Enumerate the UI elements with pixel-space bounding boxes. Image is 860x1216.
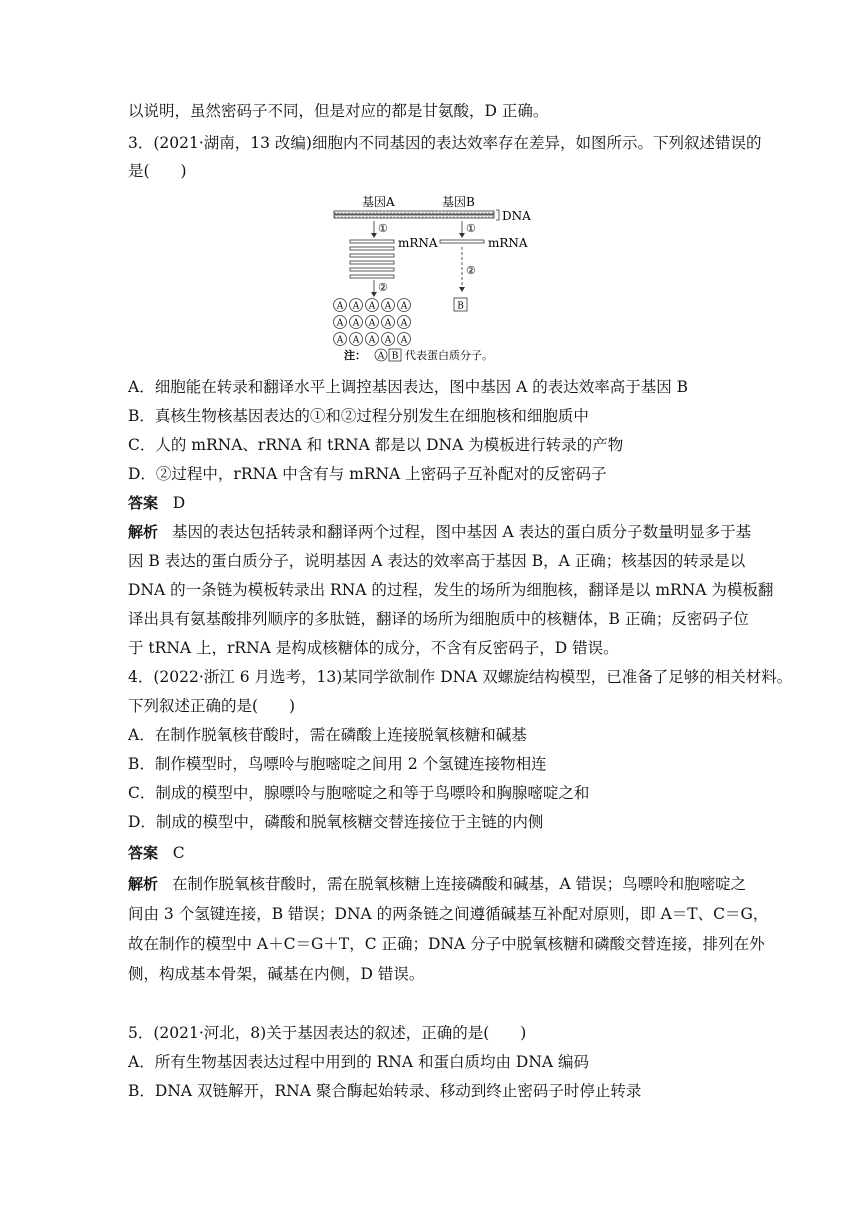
text-line: 以说明，虽然密码子不同，但是对应的都是甘氨酸，D 正确。 xyxy=(128,102,549,120)
mrna-stack-a xyxy=(350,240,394,278)
question-4-stem-cont: 下列叙述正确的是( ) xyxy=(128,697,296,715)
q4-answer xyxy=(128,842,185,864)
protein-a: A xyxy=(384,301,392,312)
question-5-stem: 5．(2021·河北，8)关于基因表达的叙述，正确的是( ) xyxy=(128,1024,527,1042)
protein-a: A xyxy=(384,335,392,346)
q4-jiexi-line: 间由 3 个氢键连接，B 错误；DNA 的两条链之间遵循碱基互补配对原则，即 A＝T、C＝G， xyxy=(128,905,769,923)
q3-jiexi-line: 于 tRNA 上，rRNA 是构成核糖体的成分，不含有反密码子，D 错误。 xyxy=(128,639,619,657)
note-protein-b: B xyxy=(391,351,399,362)
question-3-stem-cont: 是( ) xyxy=(128,162,187,180)
q4-jiexi-line xyxy=(128,873,747,895)
q5-option-a: A．所有生物基因表达过程中用到的 RNA 和蛋白质均由 DNA 编码 xyxy=(128,1053,590,1071)
protein-a: A xyxy=(368,318,376,329)
q3-jiexi-line: 因 B 表达的蛋白质分子，说明基因 A 表达的效率高于基因 B，A 正确；核基因的转录是以 xyxy=(128,552,746,570)
question-4-stem: 4．(2022·浙江 6 月选考，13)某同学欲制作 DNA 双螺旋结构模型，已准备了足够的相关材料。 xyxy=(128,668,793,686)
step-2-b: ② xyxy=(466,264,476,277)
q4-jiexi-line: 侧，构成基本骨架，碱基在内侧，D 错误。 xyxy=(128,965,425,983)
answer-value: C xyxy=(172,844,185,862)
jiexi-label: 解析 xyxy=(128,875,159,893)
q3-jiexi-line: DNA 的一条链为模板转录出 RNA 的过程，发生的场所为细胞核，翻译是以 mRNA 为模板翻 xyxy=(128,581,774,599)
protein-a: A xyxy=(352,318,360,329)
mrna-b-label: mRNA xyxy=(488,236,528,250)
answer-label: 答案 xyxy=(128,494,159,512)
mrna-a-label: mRNA xyxy=(398,236,438,250)
protein-a: A xyxy=(336,335,344,346)
q3-option-d: D．②过程中，rRNA 中含有与 mRNA 上密码子互补配对的反密码子 xyxy=(128,465,607,483)
q3-option-c: C．人的 mRNA、rRNA 和 tRNA 都是以 DNA 为模板进行转录的产物 xyxy=(128,436,624,454)
protein-a: A xyxy=(336,318,344,329)
protein-a: A xyxy=(368,301,376,312)
q3-option-a: A．细胞能在转录和翻译水平上调控基因表达，图中基因 A 的表达效率高于基因 B xyxy=(128,378,689,396)
q5-option-b: B．DNA 双链解开，RNA 聚合酶起始转录、移动到终止密码子时停止转录 xyxy=(128,1082,642,1100)
jiexi-label: 解析 xyxy=(128,523,159,541)
gene-b-label: 基因B xyxy=(442,195,475,209)
q3-answer xyxy=(128,492,185,514)
protein-a: A xyxy=(400,335,408,346)
jiexi-text: 在制作脱氧核苷酸时，需在脱氧核糖上连接磷酸和碱基，A 错误；鸟嘌呤和胞嘧啶之 xyxy=(172,875,747,893)
q3-jiexi-line: 译出具有氨基酸排列顺序的多肽链，翻译的场所为细胞质中的核糖体，B 正确；反密码子位 xyxy=(128,610,749,628)
step-2-a: ② xyxy=(378,281,388,294)
protein-a: A xyxy=(368,335,376,346)
protein-a-grid xyxy=(334,299,411,346)
q3-jiexi-line xyxy=(128,521,752,543)
dna-label: DNA xyxy=(502,209,531,223)
step-1-b: ① xyxy=(466,222,476,235)
q3-option-b: B．真核生物核基因表达的①和②过程分别发生在细胞核和细胞质中 xyxy=(128,407,589,425)
q4-option-c: C．制成的模型中，腺嘌呤与胞嘧啶之和等于鸟嘌呤和胸腺嘧啶之和 xyxy=(128,784,590,802)
answer-value: D xyxy=(172,494,186,512)
note-text: 代表蛋白质分子。 xyxy=(405,349,493,362)
question-3-stem: 3．(2021·湖南，13 改编)细胞内不同基因的表达效率存在差异，如图所示。下列叙述错误的 xyxy=(128,134,762,152)
q4-option-d: D．制成的模型中，磷酸和脱氧核糖交替连接位于主链的内侧 xyxy=(128,813,544,831)
answer-label: 答案 xyxy=(128,844,159,862)
jiexi-text: 基因的表达包括转录和翻译两个过程，图中基因 A 表达的蛋白质分子数量明显多于基 xyxy=(172,523,752,541)
protein-a: A xyxy=(336,301,344,312)
protein-a: A xyxy=(400,301,408,312)
note-protein-a: A xyxy=(377,351,385,362)
q4-jiexi-line: 故在制作的模型中 A＋C＝G＋T，C 正确；DNA 分子中脱氧核糖和磷酸交替连接，排列在外 xyxy=(128,935,765,953)
gene-expression-figure xyxy=(330,190,540,365)
note-label: 注： xyxy=(344,349,366,362)
step-1-a: ① xyxy=(378,222,388,235)
protein-b: B xyxy=(457,301,464,312)
protein-a: A xyxy=(400,318,408,329)
q4-option-b: B．制作模型时，鸟嘌呤与胞嘧啶之间用 2 个氢键连接物相连 xyxy=(128,755,547,773)
protein-a: A xyxy=(352,335,360,346)
protein-a: A xyxy=(352,301,360,312)
q4-option-a: A．在制作脱氧核苷酸时，需在磷酸上连接脱氧核糖和碱基 xyxy=(128,726,527,744)
protein-a: A xyxy=(384,318,392,329)
gene-a-label: 基因A xyxy=(362,195,395,209)
